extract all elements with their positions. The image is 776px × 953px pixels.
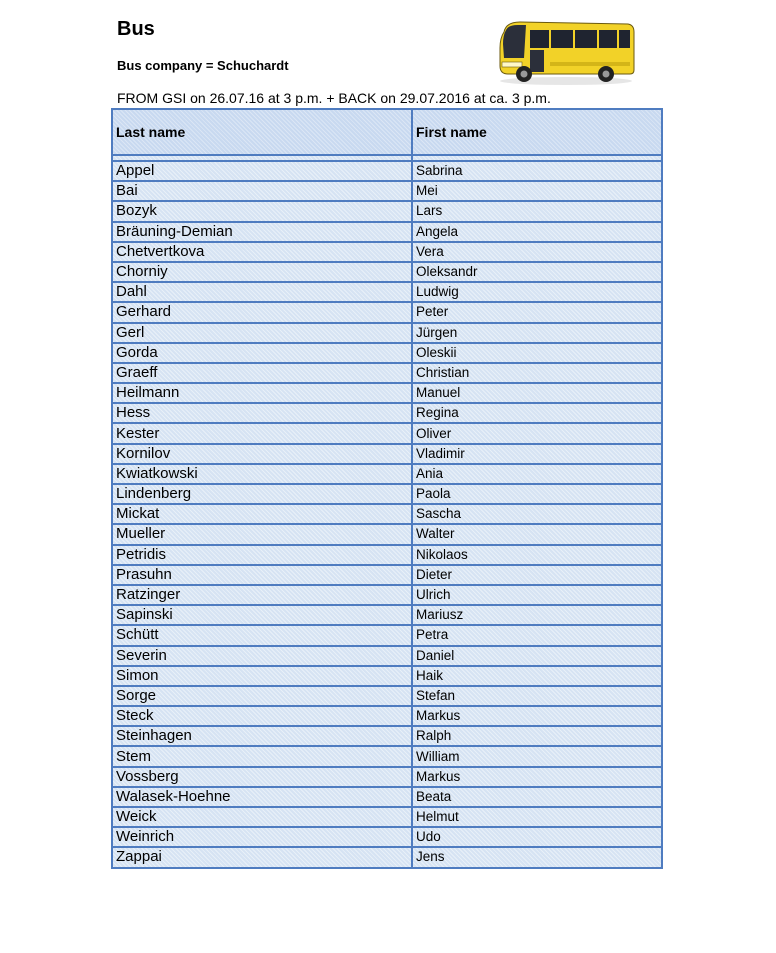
table-row [112, 605, 662, 625]
last-name-cell: Schütt [112, 625, 412, 645]
table-row [112, 625, 662, 645]
first-name-cell: Ludwig [412, 282, 662, 302]
first-name-cell: Mariusz [412, 605, 662, 625]
last-name-cell: Chorniy [112, 262, 412, 282]
first-name-cell: Walter [412, 524, 662, 544]
table-row [112, 524, 662, 544]
first-name-cell: Ania [412, 464, 662, 484]
first-name-cell: Jens [412, 847, 662, 867]
last-name-cell: Simon [112, 666, 412, 686]
table-row [112, 787, 662, 807]
last-name-cell: Bai [112, 181, 412, 201]
table-row [112, 282, 662, 302]
passenger-rows [112, 155, 662, 868]
first-name-cell: Haik [412, 666, 662, 686]
table-row [112, 242, 662, 262]
last-name-cell: Steck [112, 706, 412, 726]
first-name-cell: Ulrich [412, 585, 662, 605]
table-row [112, 363, 662, 383]
first-name-cell: Beata [412, 787, 662, 807]
table-row [112, 746, 662, 766]
first-name-cell: Oleksandr [412, 262, 662, 282]
first-name-cell: Sabrina [412, 161, 662, 181]
table-row [112, 807, 662, 827]
first-name-cell: Mei [412, 181, 662, 201]
table-row [112, 827, 662, 847]
first-name-cell: Jürgen [412, 323, 662, 343]
first-name-cell: Helmut [412, 807, 662, 827]
last-name-cell: Petridis [112, 545, 412, 565]
table-row [112, 302, 662, 322]
table-row [112, 464, 662, 484]
table-row [112, 767, 662, 787]
last-name-cell: Dahl [112, 282, 412, 302]
first-name-cell: Dieter [412, 565, 662, 585]
first-name-cell: Vladimir [412, 444, 662, 464]
first-name-cell: Peter [412, 302, 662, 322]
table-row [112, 585, 662, 605]
table-row [112, 565, 662, 585]
first-name-cell: Oliver [412, 423, 662, 443]
first-name-cell: William [412, 746, 662, 766]
last-name-cell: Zappai [112, 847, 412, 867]
first-name-cell: Paola [412, 484, 662, 504]
first-name-cell: Nikolaos [412, 545, 662, 565]
last-name-cell: Kester [112, 423, 412, 443]
first-name-cell: Vera [412, 242, 662, 262]
last-name-cell: Sapinski [112, 605, 412, 625]
table-row [112, 504, 662, 524]
yellow-bus-icon [494, 18, 639, 86]
first-name-cell: Oleskii [412, 343, 662, 363]
last-name-cell: Gorda [112, 343, 412, 363]
passenger-table [111, 108, 663, 869]
last-name-cell: Ratzinger [112, 585, 412, 605]
table-row [112, 706, 662, 726]
last-name-cell: Prasuhn [112, 565, 412, 585]
first-name-cell: Christian [412, 363, 662, 383]
last-name-cell: Appel [112, 161, 412, 181]
table-row [112, 383, 662, 403]
table-row [112, 262, 662, 282]
first-name-cell: Stefan [412, 686, 662, 706]
table-row [112, 726, 662, 746]
last-name-cell: Severin [112, 646, 412, 666]
bus-company-line: Bus company = Schuchardt [117, 58, 289, 73]
table-row [112, 403, 662, 423]
table-row [112, 847, 662, 867]
last-name-cell: Weinrich [112, 827, 412, 847]
table-row [112, 545, 662, 565]
last-name-cell: Chetvertkova [112, 242, 412, 262]
last-name-cell: Weick [112, 807, 412, 827]
column-header-last-name: Last name [112, 109, 412, 155]
last-name-cell: Graeff [112, 363, 412, 383]
last-name-cell: Bräuning-Demian [112, 222, 412, 242]
last-name-cell: Kornilov [112, 444, 412, 464]
first-name-cell: Angela [412, 222, 662, 242]
table-row [112, 444, 662, 464]
table-row [112, 666, 662, 686]
table-row [112, 161, 662, 181]
last-name-cell: Sorge [112, 686, 412, 706]
first-name-cell: Petra [412, 625, 662, 645]
last-name-cell: Hess [112, 403, 412, 423]
first-name-cell: Markus [412, 706, 662, 726]
table-row [112, 646, 662, 666]
table-row [112, 484, 662, 504]
first-name-cell: Sascha [412, 504, 662, 524]
trip-details-line: FROM GSI on 26.07.16 at 3 p.m. + BACK on 29.07.2016 at ca. 3 p.m. [117, 90, 551, 106]
first-name-cell: Daniel [412, 646, 662, 666]
last-name-cell: Bozyk [112, 201, 412, 221]
table-row [112, 201, 662, 221]
table-row [112, 181, 662, 201]
table-row [112, 686, 662, 706]
first-name-cell: Regina [412, 403, 662, 423]
page-title: Bus [117, 18, 155, 40]
last-name-cell: Gerhard [112, 302, 412, 322]
table-row [112, 423, 662, 443]
last-name-cell: Kwiatkowski [112, 464, 412, 484]
table-row [112, 323, 662, 343]
last-name-cell: Vossberg [112, 767, 412, 787]
last-name-cell: Mueller [112, 524, 412, 544]
last-name-cell: Lindenberg [112, 484, 412, 504]
last-name-cell: Mickat [112, 504, 412, 524]
first-name-cell: Udo [412, 827, 662, 847]
column-header-first-name: First name [412, 109, 662, 155]
last-name-cell: Walasek-Hoehne [112, 787, 412, 807]
last-name-cell: Heilmann [112, 383, 412, 403]
first-name-cell: Lars [412, 201, 662, 221]
last-name-cell: Stem [112, 746, 412, 766]
first-name-cell: Manuel [412, 383, 662, 403]
first-name-cell: Ralph [412, 726, 662, 746]
last-name-cell: Gerl [112, 323, 412, 343]
table-header-row [112, 109, 662, 155]
table-row [112, 343, 662, 363]
last-name-cell: Steinhagen [112, 726, 412, 746]
table-row [112, 222, 662, 242]
first-name-cell: Markus [412, 767, 662, 787]
